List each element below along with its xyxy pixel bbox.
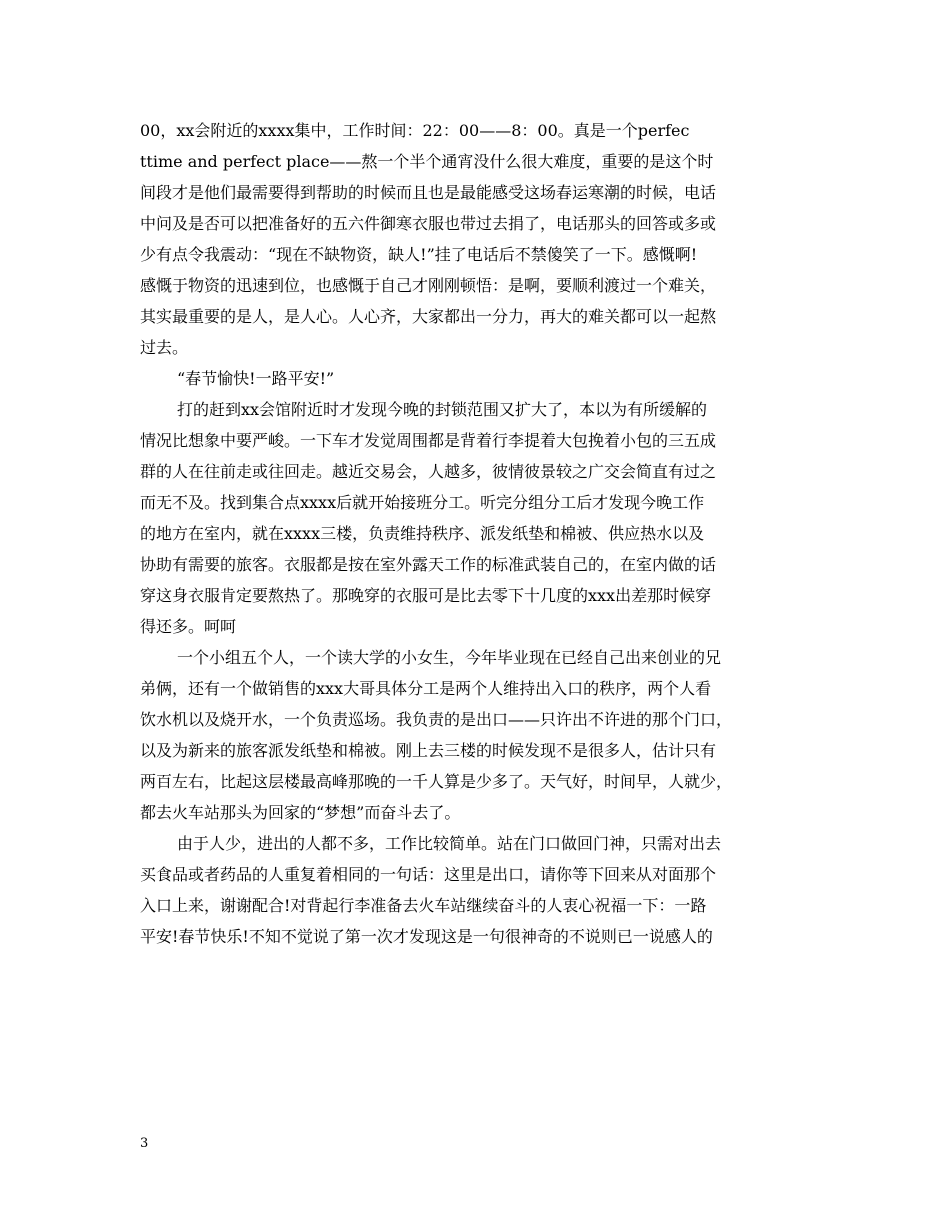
text-line: 由于人少，进出的人都不多，工作比较简单。站在门口做回门神，只需对出去 xyxy=(177,834,722,853)
text-line: 一个小组五个人，一个读大学的小女生，今年毕业现在已经自己出来创业的兄 xyxy=(177,648,722,667)
text-line: 其实最重要的是人，是人心。人心齐，大家都出一分力，再大的难关都可以一起熬 xyxy=(140,307,717,326)
text-line: 入口上来，谢谢配合!对背起行李准备去火车站继续奋斗的人衷心祝福一下：一路 xyxy=(140,896,707,915)
text-line: 买食品或者药品的人重复着相同的一句话：这里是出口，请你等下回来从对面那个 xyxy=(140,865,717,884)
text-line: 协助有需要的旅客。衣服都是按在室外露天工作的标准武装自己的，在室内做的话 xyxy=(140,555,717,574)
text-line: ttime and perfect place——熬一个半个通宵没什么很大难度，重要的是这个时 xyxy=(140,152,714,171)
text-line: 以及为新来的旅客派发纸垫和棉被。刚上去三楼的时候发现不是很多人，估计只有 xyxy=(140,741,717,760)
text-line: 感慨于物资的迅速到位，也感慨于自己才刚刚顿悟：是啊，要顺利渡过一个难关， xyxy=(140,276,717,295)
text-line: 穿这身衣服肯定要熬热了。那晚穿的衣服可是比去零下十几度的xxx出差那时候穿 xyxy=(140,586,712,605)
text-line: 饮水机以及烧开水，一个负责巡场。我负责的是出口——只许出不许进的那个门口， xyxy=(140,710,733,729)
text-line: 少有点令我震动：“现在不缺物资，缺人!”挂了电话后不禁傻笑了一下。感慨啊! xyxy=(140,245,698,264)
text-line: 两百左右，比起这层楼最高峰那晚的一千人算是少多了。天气好，时间早，人就少， xyxy=(140,772,733,791)
page-number: 3 xyxy=(140,1136,149,1151)
text-line: 得还多。呵呵 xyxy=(140,617,237,636)
document-body xyxy=(140,115,820,952)
text-line: 弟俩，还有一个做销售的xxx大哥具体分工是两个人维持出入口的秩序，两个人看 xyxy=(140,679,712,698)
text-line: 群的人在往前走或往回走。越近交易会，人越多，彼情彼景较之广交会简直有过之 xyxy=(140,462,717,481)
text-line: 间段才是他们最需要得到帮助的时候而且也是最能感受这场春运寒潮的时候，电话 xyxy=(140,183,717,202)
text-line: 中问及是否可以把准备好的五六件御寒衣服也带过去捐了，电话那头的回答或多或 xyxy=(140,214,717,233)
text-line: 平安!春节快乐!不知不觉说了第一次才发现这是一句很神奇的不说则已一说感人的 xyxy=(140,927,713,946)
text-line: 打的赶到xx会馆附近时才发现今晚的封锁范围又扩大了，本以为有所缓解的 xyxy=(177,400,708,419)
text-line: “春节愉快!一路平安!” xyxy=(177,369,335,388)
text-line: 情况比想象中要严峻。一下车才发觉周围都是背着行李提着大包挽着小包的三五成 xyxy=(140,431,717,450)
text-line: 而无不及。找到集合点xxxx后就开始接班分工。听完分组分工后才发现今晚工作 xyxy=(140,493,705,512)
text-line: 过去。 xyxy=(140,338,189,357)
text-line: 都去火车站那头为回家的“梦想”而奋斗去了。 xyxy=(140,803,461,822)
text-line: 的地方在室内，就在xxxx三楼，负责维持秩序、派发纸垫和棉被、供应热水以及 xyxy=(140,524,705,543)
text-line: 00，xx会附近的xxxx集中，工作时间：22：00——8：00。真是一个perfec xyxy=(140,121,690,140)
